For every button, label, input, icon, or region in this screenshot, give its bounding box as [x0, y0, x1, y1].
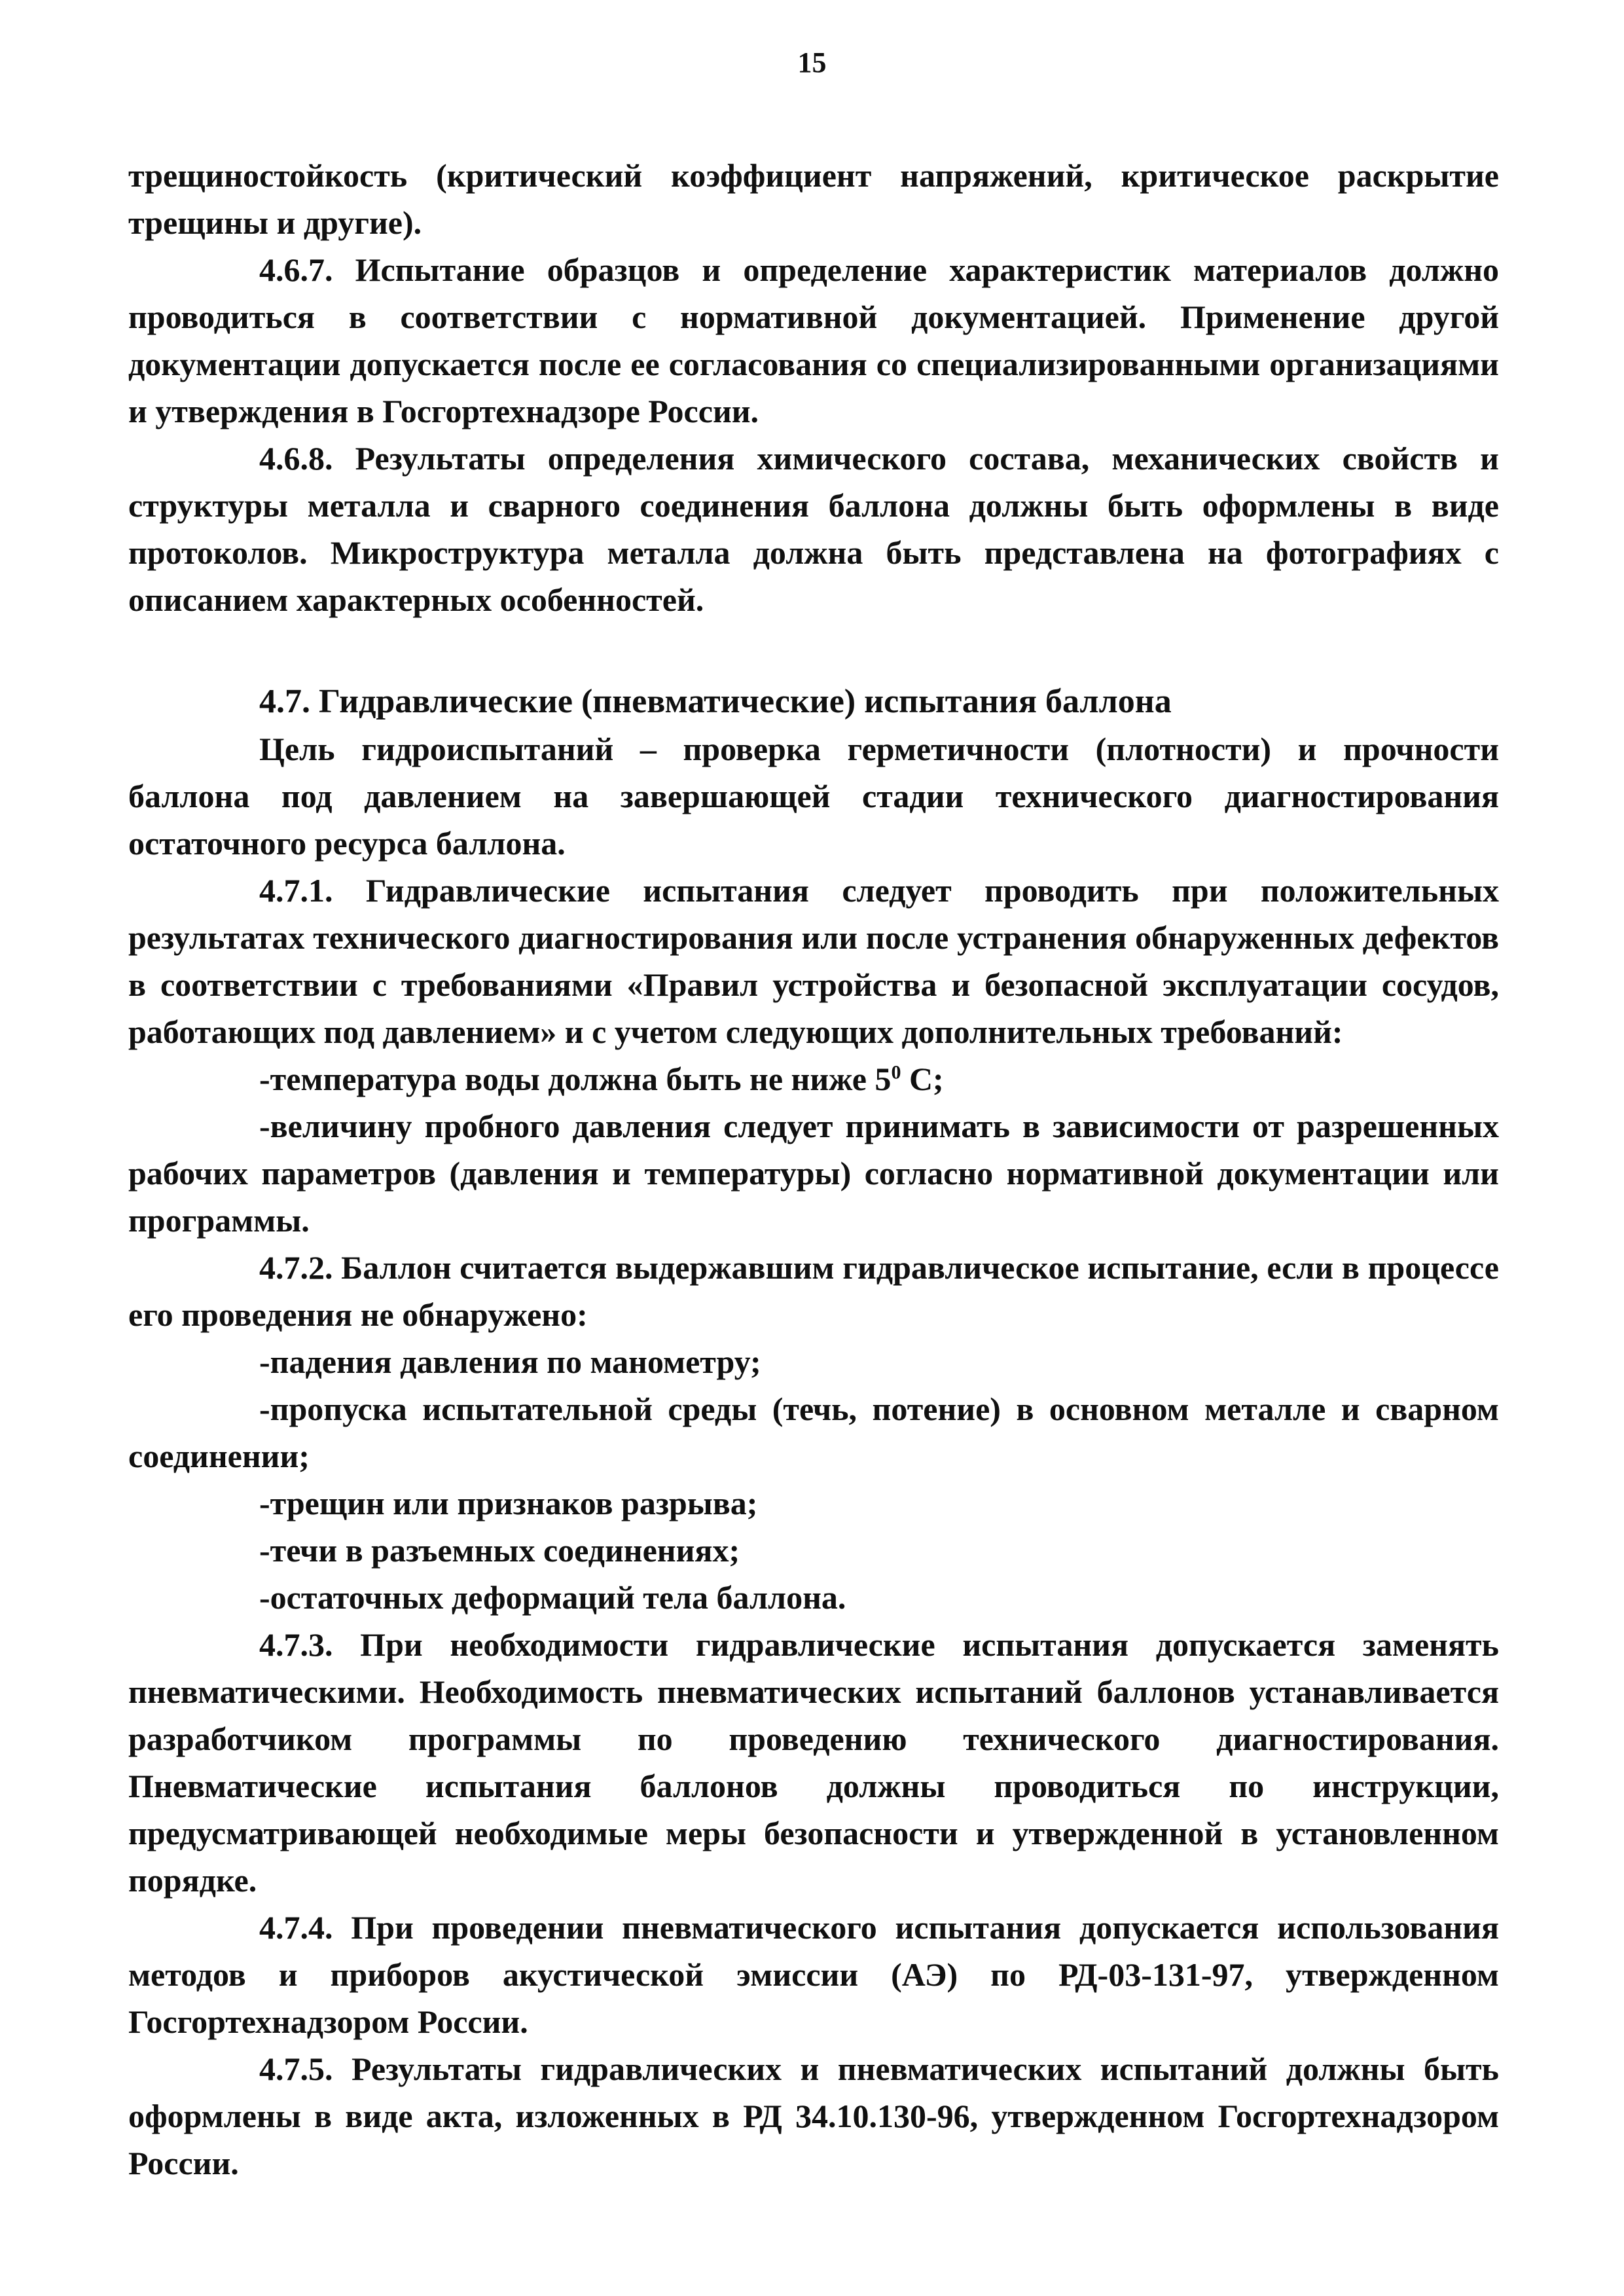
paragraph-4-6-7: 4.6.7. Испытание образцов и определение характеристик материалов должно проводиться в соответствии с нормативной документацией. Применение другой документации допускается после ее согласования со специализированными организациями и утверждения в Госгортехнадзоре России.: [128, 251, 1499, 429]
paragraph-4-7-2: 4.7.2. Баллон считается выдержавшим гидравлическое испытание, если в процессе его проведения не обнаружено:: [128, 1249, 1499, 1333]
list-item: -пропуска испытательной среды (течь, потение) в основном металле и сварном соединении;: [128, 1391, 1499, 1474]
requirement-temperature-prefix: -температура воды должна быть не ниже 5: [259, 1061, 892, 1097]
list-item: -течи в разъемных соединениях;: [259, 1532, 740, 1569]
page-number: 15: [797, 46, 827, 79]
paragraph-4-7-4: 4.7.4. При проведении пневматического испытания допускается использования методов и приборов акустической эмиссии (АЭ) по РД-03-131-97, утвержденном Госгортехнадзором России.: [128, 1909, 1499, 2040]
requirement-temperature-suffix: С;: [901, 1061, 944, 1097]
paragraph-4-7-3: 4.7.3. При необходимости гидравлические испытания допускается заменять пневматическими. Необходимость пневматических испытаний баллонов устанавливается разработчиком программы по проведению технического диагностирования. Пневматические испытания баллонов должны проводиться по инструкции, предусматривающей необходимые меры безопасности и утвержденной в установленном порядке.: [128, 1626, 1499, 1899]
paragraph-4-7-5: 4.7.5. Результаты гидравлических и пневматических испытаний должны быть оформлены в виде акта, изложенных в РД 34.10.130-96, утвержденном Госгортехнадзором России.: [128, 2050, 1499, 2181]
paragraph-goal: Цель гидроиспытаний – проверка герметичности (плотности) и прочности баллона под давлением на завершающей стадии технического диагностирования остаточного ресурса баллона.: [128, 731, 1499, 862]
requirement-temperature: [128, 1055, 1499, 1102]
document-body: [128, 152, 1499, 2187]
paragraph-4-7-1: 4.7.1. Гидравлические испытания следует проводить при положительных результатах технического диагностирования или после устранения обнаруженных дефектов в соответствии с требованиями «Правил устройства и безопасной эксплуатации сосудов, работающих под давлением» и с учетом следующих дополнительных требований:: [128, 872, 1499, 1050]
section-heading-4-7: 4.7. Гидравлические (пневматические) испытания баллона: [259, 683, 1172, 720]
paragraph-continuation: трещиностойкость (критический коэффициент напряжений, критическое раскрытие трещины и другие).: [128, 157, 1499, 241]
requirement-test-pressure: -величину пробного давления следует принимать в зависимости от разрешенных рабочих параметров (давления и температуры) согласно нормативной документации или программы.: [128, 1108, 1499, 1239]
list-item: -падения давления по манометру;: [259, 1343, 761, 1380]
list-item: -трещин или признаков разрыва;: [259, 1485, 758, 1522]
paragraph-4-6-8: 4.6.8. Результаты определения химического состава, механических свойств и структуры металла и сварного соединения баллона должны быть оформлены в виде протоколов. Микроструктура металла должна быть представлена на фотографиях с описанием характерных особенностей.: [128, 440, 1499, 618]
list-item: -остаточных деформаций тела баллона.: [259, 1579, 846, 1616]
degree-superscript: 0: [891, 1061, 901, 1084]
